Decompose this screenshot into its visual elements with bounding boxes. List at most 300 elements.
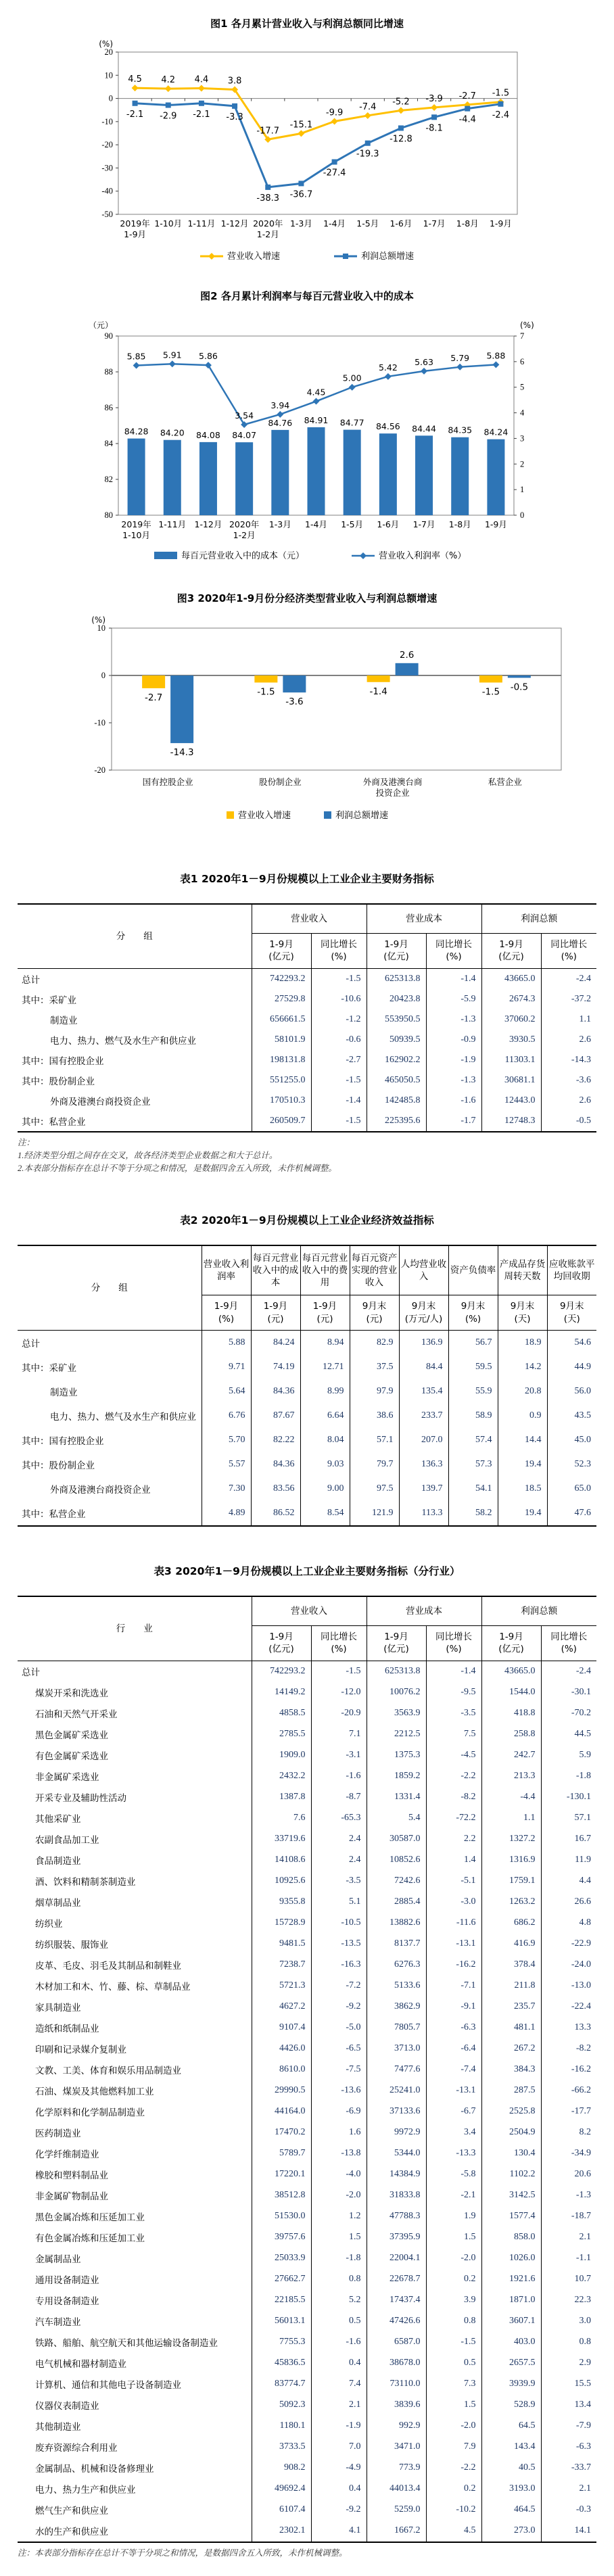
svg-text:5.63: 5.63 — [415, 356, 433, 367]
value-cell: 16.7 — [541, 1829, 596, 1850]
row-label: 化学原料和化学制品制造业 — [35, 2107, 145, 2119]
value-cell: 17220.1 — [252, 2164, 311, 2185]
table-row — [18, 2164, 596, 2185]
row-label: 仪器仪表制造业 — [35, 2401, 99, 2412]
svg-text:(%): (%) — [91, 615, 105, 625]
svg-text:1-9月: 1-9月 — [489, 218, 512, 229]
svg-text:-8.1: -8.1 — [425, 123, 443, 134]
value-cell: -2.0 — [426, 2416, 481, 2437]
svg-text:2020年: 2020年 — [253, 218, 283, 229]
svg-text:1-10月: 1-10月 — [154, 218, 183, 229]
value-cell: -10.2 — [426, 2500, 481, 2521]
value-cell: 3.9 — [426, 2290, 481, 2311]
value-cell: 10.7 — [541, 2269, 596, 2290]
table1-notes — [18, 1137, 596, 1176]
value-cell: 1.6 — [311, 2122, 367, 2143]
svg-text:-10: -10 — [94, 718, 105, 728]
table-row — [18, 2248, 596, 2269]
table-row — [18, 2395, 596, 2416]
table-row — [18, 2185, 596, 2206]
svg-text:2019年: 2019年 — [121, 519, 151, 529]
value-cell: 9355.8 — [252, 1892, 311, 1913]
subheader-growth: 同比增长 (%) — [541, 1626, 596, 1661]
row-label: 有色金属矿采选业 — [35, 1751, 108, 1763]
row-label: 其中：股份制企业 — [22, 1460, 95, 1471]
value-cell: 56.0 — [547, 1379, 596, 1404]
svg-text:3: 3 — [520, 433, 525, 444]
value-cell: -2.1 — [426, 2185, 481, 2206]
value-cell: 37395.9 — [367, 2227, 426, 2248]
svg-text:5.86: 5.86 — [199, 351, 218, 362]
value-cell: 1.9 — [426, 2206, 481, 2227]
table2 — [18, 1245, 596, 1527]
figure3-bar-chart — [47, 608, 567, 834]
value-cell: 1.5 — [426, 2227, 481, 2248]
value-cell: 142485.8 — [367, 1091, 426, 1111]
table-row — [18, 1111, 596, 1132]
value-cell: 7477.6 — [367, 2059, 426, 2080]
value-cell: -5.0 — [311, 2018, 367, 2038]
table-row — [18, 1330, 596, 1355]
value-cell: 6587.0 — [367, 2332, 426, 2353]
value-cell: -8.2 — [541, 2038, 596, 2059]
svg-text:营业收入利润率（%）: 营业收入利润率（%） — [379, 551, 467, 561]
value-cell: 260509.7 — [252, 1111, 311, 1132]
svg-text:-10: -10 — [101, 116, 113, 126]
value-cell: 27662.7 — [252, 2269, 311, 2290]
row-label: 其中：私营企业 — [22, 1116, 86, 1128]
value-cell: 52.3 — [547, 1452, 596, 1477]
subheader-unit: 9月末 (天) — [547, 1295, 596, 1330]
table-row — [18, 1501, 596, 1526]
svg-text:84.07: 84.07 — [232, 430, 257, 441]
svg-text:-7.4: -7.4 — [359, 101, 377, 112]
value-cell: 4.5 — [426, 2521, 481, 2542]
value-cell: -14.3 — [541, 1050, 596, 1070]
value-cell: -1.4 — [426, 968, 481, 989]
svg-text:1-8月: 1-8月 — [448, 519, 471, 529]
value-cell: 742293.2 — [252, 968, 311, 989]
row-label: 总计 — [22, 974, 40, 986]
svg-text:1-12月: 1-12月 — [220, 218, 249, 229]
value-cell: 5.9 — [541, 1745, 596, 1766]
value-cell: 44.9 — [547, 1355, 596, 1379]
value-cell: 82.9 — [350, 1330, 399, 1355]
value-cell: -1.5 — [311, 1070, 367, 1091]
svg-text:（元）: （元） — [88, 320, 113, 330]
value-cell: -34.9 — [541, 2143, 596, 2164]
value-cell: -22.4 — [541, 1997, 596, 2018]
table2-title: 表2 2020年1－9月份规模以上工业企业经济效益指标 — [180, 1214, 434, 1226]
row-label: 制造业 — [50, 1387, 78, 1398]
value-cell: 13882.6 — [367, 1913, 426, 1934]
value-cell: 742293.2 — [252, 1661, 311, 1682]
svg-text:82: 82 — [104, 475, 113, 484]
svg-text:每百元营业收入中的成本（元）: 每百元营业收入中的成本（元） — [181, 551, 305, 561]
svg-text:-30: -30 — [101, 163, 113, 173]
subheader-amount: 1-9月 (亿元) — [367, 934, 426, 968]
value-cell: 8610.0 — [252, 2059, 311, 2080]
svg-text:投资企业: 投资企业 — [375, 788, 410, 798]
value-cell: 58101.9 — [252, 1030, 311, 1050]
svg-text:-19.3: -19.3 — [356, 149, 379, 160]
column-group-header: 利润总额 — [481, 1596, 596, 1626]
value-cell: 2.9 — [541, 2353, 596, 2374]
value-cell: 29990.5 — [252, 2080, 311, 2101]
table-row — [18, 1724, 596, 1745]
value-cell: -1.1 — [541, 2248, 596, 2269]
svg-text:4.45: 4.45 — [306, 387, 326, 398]
value-cell: 84.24 — [251, 1330, 300, 1355]
row-label: 外商及港澳台商投资企业 — [50, 1096, 151, 1107]
value-cell: -10.6 — [311, 989, 367, 1009]
value-cell: 51530.0 — [252, 2206, 311, 2227]
value-cell: 1387.8 — [252, 1787, 311, 1808]
value-cell: -30.1 — [541, 1682, 596, 1703]
value-cell: 3733.5 — [252, 2437, 311, 2458]
value-cell: 86.52 — [251, 1501, 300, 1526]
value-cell: 287.5 — [481, 2080, 541, 2101]
value-cell: 55.9 — [448, 1379, 498, 1404]
subheader-growth: 同比增长 (%) — [541, 934, 596, 968]
value-cell: 56013.1 — [252, 2311, 311, 2332]
svg-text:6: 6 — [520, 356, 525, 366]
value-cell: 7238.7 — [252, 1955, 311, 1976]
subheader-amount: 1-9月 (亿元) — [481, 934, 541, 968]
value-cell: 20.8 — [498, 1379, 547, 1404]
value-cell: 5133.6 — [367, 1976, 426, 1997]
value-cell: 378.4 — [481, 1955, 541, 1976]
table-row — [18, 1829, 596, 1850]
value-cell: 14108.6 — [252, 1850, 311, 1871]
value-cell: 235.7 — [481, 1997, 541, 2018]
value-cell: 1.2 — [311, 2206, 367, 2227]
value-cell: 43665.0 — [481, 968, 541, 989]
row-label: 有色金属冶炼和压延加工业 — [35, 2233, 145, 2245]
value-cell: 464.5 — [481, 2500, 541, 2521]
value-cell: 233.7 — [399, 1404, 448, 1428]
svg-text:3.8: 3.8 — [227, 76, 242, 87]
value-cell: 33719.6 — [252, 1829, 311, 1850]
svg-text:5.00: 5.00 — [342, 373, 362, 383]
table-row — [18, 1787, 596, 1808]
row-label: 其中：国有控股企业 — [22, 1435, 104, 1447]
value-cell: -13.6 — [311, 2080, 367, 2101]
group-column-header: 分 组 — [18, 1245, 202, 1331]
value-cell: -4.5 — [426, 1745, 481, 1766]
value-cell: 14384.9 — [367, 2164, 426, 2185]
value-cell: 0.8 — [311, 2269, 367, 2290]
svg-text:84.56: 84.56 — [375, 421, 400, 432]
row-label: 文教、工美、体育和娱乐用品制造业 — [35, 2066, 181, 2077]
svg-text:-38.3: -38.3 — [256, 193, 280, 204]
value-cell: 18.5 — [498, 1477, 547, 1501]
value-cell: -3.1 — [311, 1745, 367, 1766]
value-cell: -1.6 — [426, 1091, 481, 1111]
svg-text:营业收入增速: 营业收入增速 — [238, 811, 291, 821]
value-cell: -6.3 — [541, 2437, 596, 2458]
value-cell: 3930.5 — [481, 1030, 541, 1050]
svg-text:-4.4: -4.4 — [458, 114, 476, 125]
svg-text:1-7月: 1-7月 — [423, 218, 446, 229]
svg-text:-1.5: -1.5 — [492, 88, 510, 99]
value-cell: 6.76 — [202, 1404, 251, 1428]
value-cell: -13.1 — [426, 2080, 481, 2101]
table-row — [18, 2458, 596, 2479]
value-cell: 22004.1 — [367, 2248, 426, 2269]
value-cell: -1.6 — [311, 1766, 367, 1787]
value-cell: 37060.2 — [481, 1009, 541, 1030]
value-cell: -2.0 — [311, 2185, 367, 2206]
svg-text:5.79: 5.79 — [450, 352, 470, 363]
row-label: 电力、热力、燃气及水生产和供应业 — [50, 1035, 196, 1047]
value-cell: -1.2 — [311, 1009, 367, 1030]
value-cell: -13.5 — [311, 1934, 367, 1955]
value-cell: 37133.6 — [367, 2101, 426, 2122]
value-cell: 84.36 — [251, 1452, 300, 1477]
svg-text:-14.3: -14.3 — [170, 747, 194, 759]
value-cell: 10852.6 — [367, 1850, 426, 1871]
value-cell: 9972.9 — [367, 2122, 426, 2143]
value-cell: -7.1 — [426, 1976, 481, 1997]
value-cell: -1.9 — [311, 2416, 367, 2437]
value-cell: 1.4 — [426, 1850, 481, 1871]
value-cell: 113.3 — [399, 1501, 448, 1526]
table-row — [18, 1892, 596, 1913]
value-cell: -0.6 — [311, 1030, 367, 1050]
value-cell: 121.9 — [350, 1501, 399, 1526]
value-cell: 267.2 — [481, 2038, 541, 2059]
value-cell: 12.71 — [300, 1355, 350, 1379]
row-label: 非金属矿物制品业 — [35, 2191, 108, 2203]
row-label: 造纸和纸制品业 — [35, 2024, 99, 2035]
row-label: 食品制造业 — [35, 1856, 81, 1867]
value-cell: 5.2 — [311, 2290, 367, 2311]
value-cell: 7.4 — [311, 2374, 367, 2395]
column-header: 应收账款平均回收期 — [547, 1245, 596, 1295]
value-cell: -2.2 — [426, 1766, 481, 1787]
svg-text:1-3月: 1-3月 — [289, 218, 312, 229]
svg-text:1-5月: 1-5月 — [356, 218, 379, 229]
column-header: 每百元营业收入中的成本 — [251, 1245, 300, 1295]
value-cell: 59.5 — [448, 1355, 498, 1379]
svg-text:1-4月: 1-4月 — [305, 519, 327, 529]
value-cell: 1263.2 — [481, 1892, 541, 1913]
value-cell: 11303.1 — [481, 1050, 541, 1070]
value-cell: 57.1 — [350, 1428, 399, 1452]
value-cell: -1.8 — [311, 2248, 367, 2269]
value-cell: -1.4 — [426, 1661, 481, 1682]
table-row — [18, 1661, 596, 1682]
value-cell: 10076.2 — [367, 1682, 426, 1703]
row-label: 通用设备制造业 — [35, 2275, 99, 2287]
value-cell: 38512.8 — [252, 2185, 311, 2206]
value-cell: 2212.5 — [367, 1724, 426, 1745]
table-row — [18, 1050, 596, 1070]
svg-text:-3.6: -3.6 — [285, 696, 304, 708]
column-header: 资产负债率 — [448, 1245, 498, 1295]
svg-text:-15.1: -15.1 — [289, 120, 313, 130]
value-cell: 8.99 — [300, 1379, 350, 1404]
svg-text:1-9月: 1-9月 — [124, 229, 147, 239]
svg-text:私营企业: 私营企业 — [488, 777, 522, 787]
svg-text:86: 86 — [104, 403, 113, 412]
value-cell: -3.5 — [311, 1871, 367, 1892]
value-cell: 3142.5 — [481, 2185, 541, 2206]
value-cell: -8.2 — [426, 1787, 481, 1808]
value-cell: 26.6 — [541, 1892, 596, 1913]
value-cell: 1921.6 — [481, 2269, 541, 2290]
value-cell: 6276.3 — [367, 1955, 426, 1976]
table-row — [18, 2374, 596, 2395]
value-cell: 162902.2 — [367, 1050, 426, 1070]
table-row — [18, 1871, 596, 1892]
svg-text:5.85: 5.85 — [126, 351, 146, 362]
value-cell: 211.8 — [481, 1976, 541, 1997]
row-label: 铁路、船舶、航空航天和其他运输设备制造业 — [35, 2338, 218, 2350]
svg-text:外商及港澳台商: 外商及港澳台商 — [362, 777, 423, 787]
value-cell: 5.4 — [367, 1808, 426, 1829]
subheader-unit: 9月末 (%) — [448, 1295, 498, 1330]
value-cell: 1331.4 — [367, 1787, 426, 1808]
table-row — [18, 1766, 596, 1787]
value-cell: 2432.2 — [252, 1766, 311, 1787]
value-cell: 242.7 — [481, 1745, 541, 1766]
value-cell: 7.30 — [202, 1477, 251, 1501]
value-cell: 0.8 — [426, 2311, 481, 2332]
table-row — [18, 1913, 596, 1934]
value-cell: 5259.0 — [367, 2500, 426, 2521]
value-cell: 418.8 — [481, 1703, 541, 1724]
column-group-header: 营业收入 — [252, 1596, 367, 1626]
figure1-line-chart — [47, 33, 567, 268]
value-cell: 7755.3 — [252, 2332, 311, 2353]
row-label: 其中：采矿业 — [22, 1362, 76, 1374]
header-row — [18, 1245, 596, 1295]
svg-text:-17.7: -17.7 — [256, 126, 280, 137]
value-cell: 3.4 — [426, 2122, 481, 2143]
value-cell: 0.5 — [426, 2353, 481, 2374]
value-cell: -4.0 — [311, 2164, 367, 2185]
value-cell: 2657.5 — [481, 2353, 541, 2374]
value-cell: 9.03 — [300, 1452, 350, 1477]
subheader-amount: 1-9月 (亿元) — [252, 1626, 311, 1661]
row-label: 电力、热力、燃气及水生产和供应业 — [50, 1411, 196, 1423]
value-cell: -16.2 — [426, 1955, 481, 1976]
value-cell: 5.57 — [202, 1452, 251, 1477]
table-row — [18, 968, 596, 989]
value-cell: -33.7 — [541, 2458, 596, 2479]
value-cell: 1.1 — [481, 1808, 541, 1829]
value-cell: -16.3 — [311, 1955, 367, 1976]
value-cell: 8.2 — [541, 2122, 596, 2143]
row-label: 煤炭开采和洗选业 — [35, 1688, 108, 1700]
value-cell: 0.2 — [426, 2479, 481, 2500]
value-cell: 7805.7 — [367, 2018, 426, 2038]
value-cell: 135.4 — [399, 1379, 448, 1404]
row-label: 开采专业及辅助性活动 — [35, 1793, 126, 1805]
value-cell: 31833.8 — [367, 2185, 426, 2206]
value-cell: -18.7 — [541, 2206, 596, 2227]
table-row — [18, 1703, 596, 1724]
table-row — [18, 1009, 596, 1030]
svg-text:-2.7: -2.7 — [458, 91, 476, 101]
table-row — [18, 2122, 596, 2143]
value-cell: -3.5 — [426, 1703, 481, 1724]
svg-text:-9.9: -9.9 — [325, 108, 344, 118]
svg-text:5.91: 5.91 — [162, 350, 182, 360]
value-cell: -17.7 — [541, 2101, 596, 2122]
subheader-unit: 1-9月 (%) — [202, 1295, 251, 1330]
value-cell: 30681.1 — [481, 1070, 541, 1091]
svg-text:84.77: 84.77 — [339, 417, 364, 428]
table-row — [18, 1091, 596, 1111]
value-cell: -3.0 — [426, 1892, 481, 1913]
value-cell: -10.5 — [311, 1913, 367, 1934]
value-cell: 5789.7 — [252, 2143, 311, 2164]
value-cell: 3713.0 — [367, 2038, 426, 2059]
value-cell: 1667.2 — [367, 2521, 426, 2542]
svg-text:1-2月: 1-2月 — [256, 229, 279, 239]
value-cell: 58.9 — [448, 1404, 498, 1428]
table-row — [18, 2227, 596, 2248]
value-cell: 0.5 — [311, 2311, 367, 2332]
value-cell: 7.5 — [426, 1724, 481, 1745]
row-label: 总计 — [22, 1667, 40, 1679]
value-cell: -2.7 — [311, 1050, 367, 1070]
svg-text:-12.8: -12.8 — [389, 134, 412, 145]
value-cell: 416.9 — [481, 1934, 541, 1955]
figure3-legend — [227, 810, 388, 821]
value-cell: 9.00 — [300, 1477, 350, 1501]
svg-text:-0.5: -0.5 — [510, 682, 529, 693]
svg-text:0: 0 — [520, 510, 525, 520]
value-cell: -70.2 — [541, 1703, 596, 1724]
value-cell: 1.5 — [311, 2227, 367, 2248]
value-cell: 2.1 — [541, 2479, 596, 2500]
value-cell: -0.3 — [541, 2500, 596, 2521]
svg-text:利润总额增速: 利润总额增速 — [361, 252, 415, 262]
table-row — [18, 2416, 596, 2437]
value-cell: 97.5 — [350, 1477, 399, 1501]
table-row — [18, 2479, 596, 2500]
svg-text:5: 5 — [520, 382, 525, 392]
figure1-legend — [200, 251, 414, 262]
value-cell: 57.1 — [541, 1808, 596, 1829]
value-cell: -5.8 — [426, 2164, 481, 2185]
value-cell: 44164.0 — [252, 2101, 311, 2122]
value-cell: 64.5 — [481, 2416, 541, 2437]
table-row — [18, 1745, 596, 1766]
row-label: 专用设备制造业 — [35, 2296, 99, 2308]
value-cell: 2674.3 — [481, 989, 541, 1009]
value-cell: 40.5 — [481, 2458, 541, 2479]
value-cell: 15728.9 — [252, 1913, 311, 1934]
value-cell: -1.3 — [541, 2185, 596, 2206]
value-cell: 83774.7 — [252, 2374, 311, 2395]
row-label: 纺织业 — [35, 1919, 63, 1930]
value-cell: 54.6 — [547, 1330, 596, 1355]
value-cell: 1026.0 — [481, 2248, 541, 2269]
svg-text:84.24: 84.24 — [483, 427, 509, 437]
value-cell: 273.0 — [481, 2521, 541, 2542]
row-label: 酒、饮料和精制茶制造业 — [35, 1877, 136, 1888]
value-cell: 0.9 — [498, 1404, 547, 1428]
value-cell: 25033.9 — [252, 2248, 311, 2269]
note-line: 1.经济类型分组之间存在交叉，故各经济类型企业数据之和大于总计。 — [18, 1151, 278, 1161]
value-cell: -7.9 — [541, 2416, 596, 2437]
svg-text:股份制企业: 股份制企业 — [259, 777, 302, 787]
